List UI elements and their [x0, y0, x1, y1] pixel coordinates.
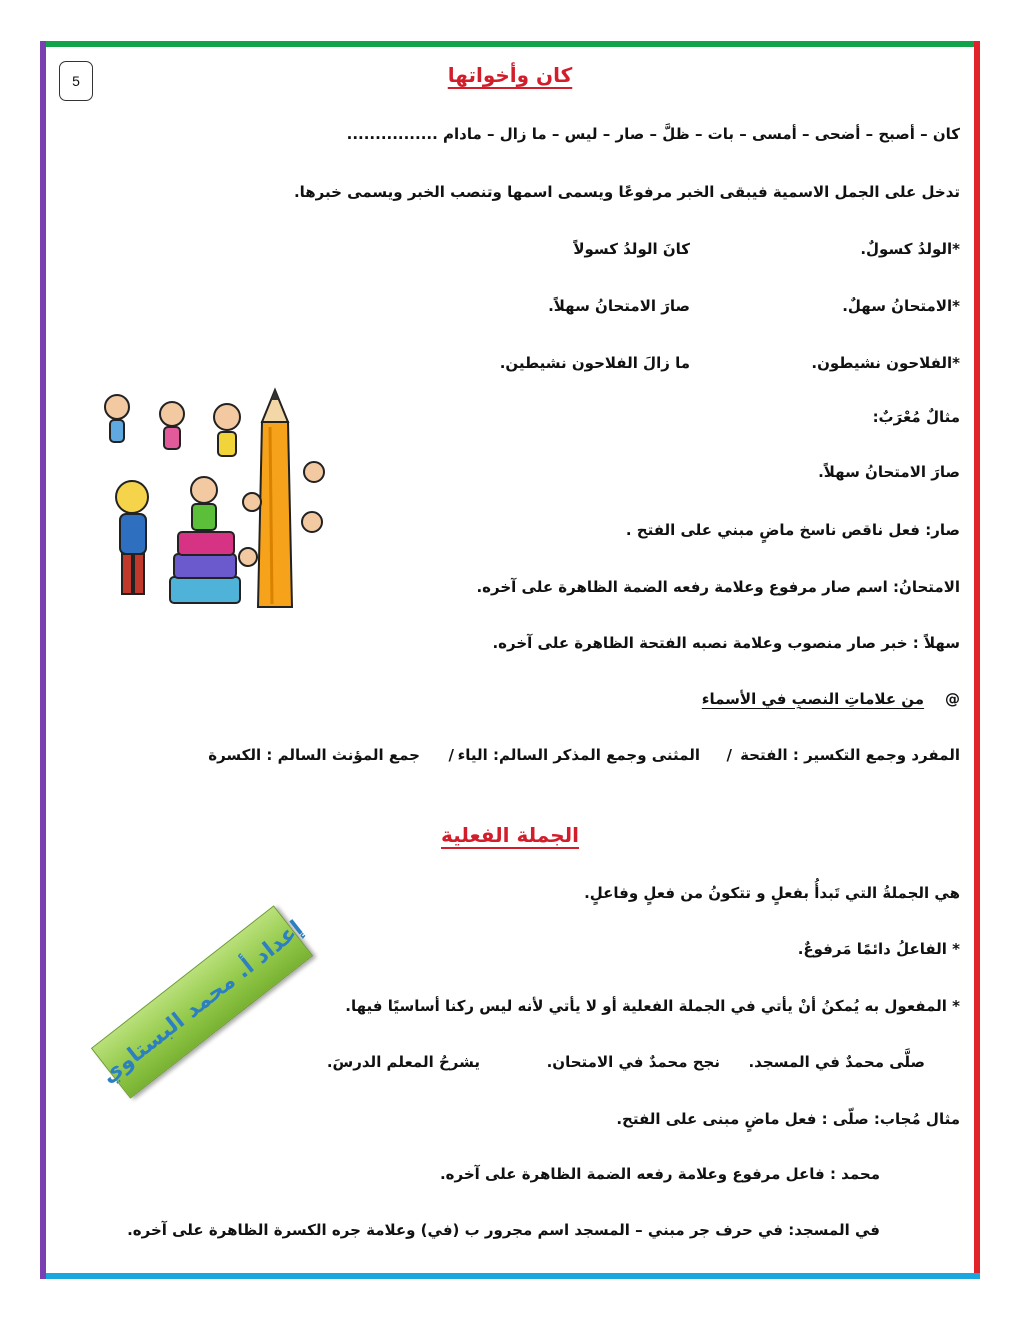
verbal-definition: هي الجملةُ التي تَبدأُ بفعلٍ و تتكونُ من فعلٍ وفاعلٍ. [584, 884, 960, 902]
example-after-1: كانَ الولدُ كسولاً [573, 240, 690, 258]
parsing-line-3: سهلاً : خبر صار منصوب وعلامة نصبه الفتحة الظاهرة على آخره. [492, 634, 960, 652]
verbal-example-2: نجح محمدٌ في الامتحان. [546, 1053, 720, 1071]
example-before-1: *الولدُ كسولٌ. [860, 240, 960, 258]
parsing-line-2: الامتحانُ: اسم صار مرفوع وعلامة رفعه الضمة الظاهرة على آخره. [476, 578, 960, 596]
page-number: 5 [59, 61, 93, 101]
border-top [40, 41, 980, 47]
signs-heading [702, 690, 960, 708]
border-right [974, 41, 980, 1279]
kana-definition: تدخل على الجمل الاسمية فيبقى الخبر مرفوعًا ويسمى اسمها وتنصب الخبر ويسمى خبرها. [293, 183, 960, 201]
sign-feminine: جمع المؤنث السالم : الكسرة [208, 746, 420, 764]
children-clipart [92, 382, 332, 627]
signs-marker: @ [945, 690, 960, 708]
sign-separator-2: / [448, 746, 454, 764]
signs-title: من علاماتِ النصبِ في الأسماء [701, 690, 925, 708]
border-left [40, 41, 46, 1279]
sign-dual: المثنى وجمع المذكر السالم: الياء [457, 746, 700, 764]
sign-singular: المفرد وجمع التكسير : الفتحة [740, 746, 960, 764]
author-banner: إعداد أ. محمد البستاوي [91, 905, 313, 1098]
example-before-3: *الفلاحون نشيطون. [811, 354, 960, 372]
section-title-verbal: الجملة الفعلية [441, 823, 579, 847]
example-after-2: صارَ الامتحانُ سهلاً. [548, 297, 690, 315]
verbal-rule-2: * المفعول به يُمكنُ أنْ يأتي في الجملة الفعلية أو لا يأتي لأنه ليس ركنا أساسيًا فيها. [345, 997, 960, 1015]
sign-separator-1: / [726, 746, 732, 764]
verbal-example-3: يشرحُ المعلم الدرسَ. [326, 1053, 480, 1071]
border-bottom [40, 1273, 980, 1279]
parsed-sentence: صارَ الامتحانُ سهلاً. [818, 463, 960, 481]
parsing-line-1: صار: فعل ناقص ناسخ ماضٍ مبني على الفتح . [625, 521, 960, 539]
verbal-example-1: صلَّى محمدٌ في المسجد. [748, 1053, 925, 1071]
parsed-example-label: مثالٌ مُعْرَبٌ: [872, 408, 960, 426]
verbal-parsing-2: في المسجد: في حرف جر مبني – المسجد اسم مجرور ب (في) وعلامة جره الكسرة الظاهرة على آخره. [127, 1221, 880, 1239]
example-before-2: *الامتحانُ سهلٌ. [842, 297, 960, 315]
verbal-rule-1: * الفاعلُ دائمًا مَرفوعٌ. [797, 940, 960, 958]
kana-verbs-line: كان – أصبح – أضحى – أمسى – بات – ظلَّ – صار – ليس – ما زال – مادام ................ [346, 125, 960, 143]
page-border [40, 41, 980, 1279]
verbal-parsing-1: محمد : فاعل مرفوع وعلامة رفعه الضمة الظاهرة على آخره. [439, 1165, 880, 1183]
verbal-parsed-label: مثال مُجاب: صلّى : فعل ماضٍ مبنى على الفتح. [616, 1110, 960, 1128]
section-title-kana: كان وأخواتها [447, 63, 573, 87]
example-after-3: ما زالَ الفلاحون نشيطين. [499, 354, 690, 372]
